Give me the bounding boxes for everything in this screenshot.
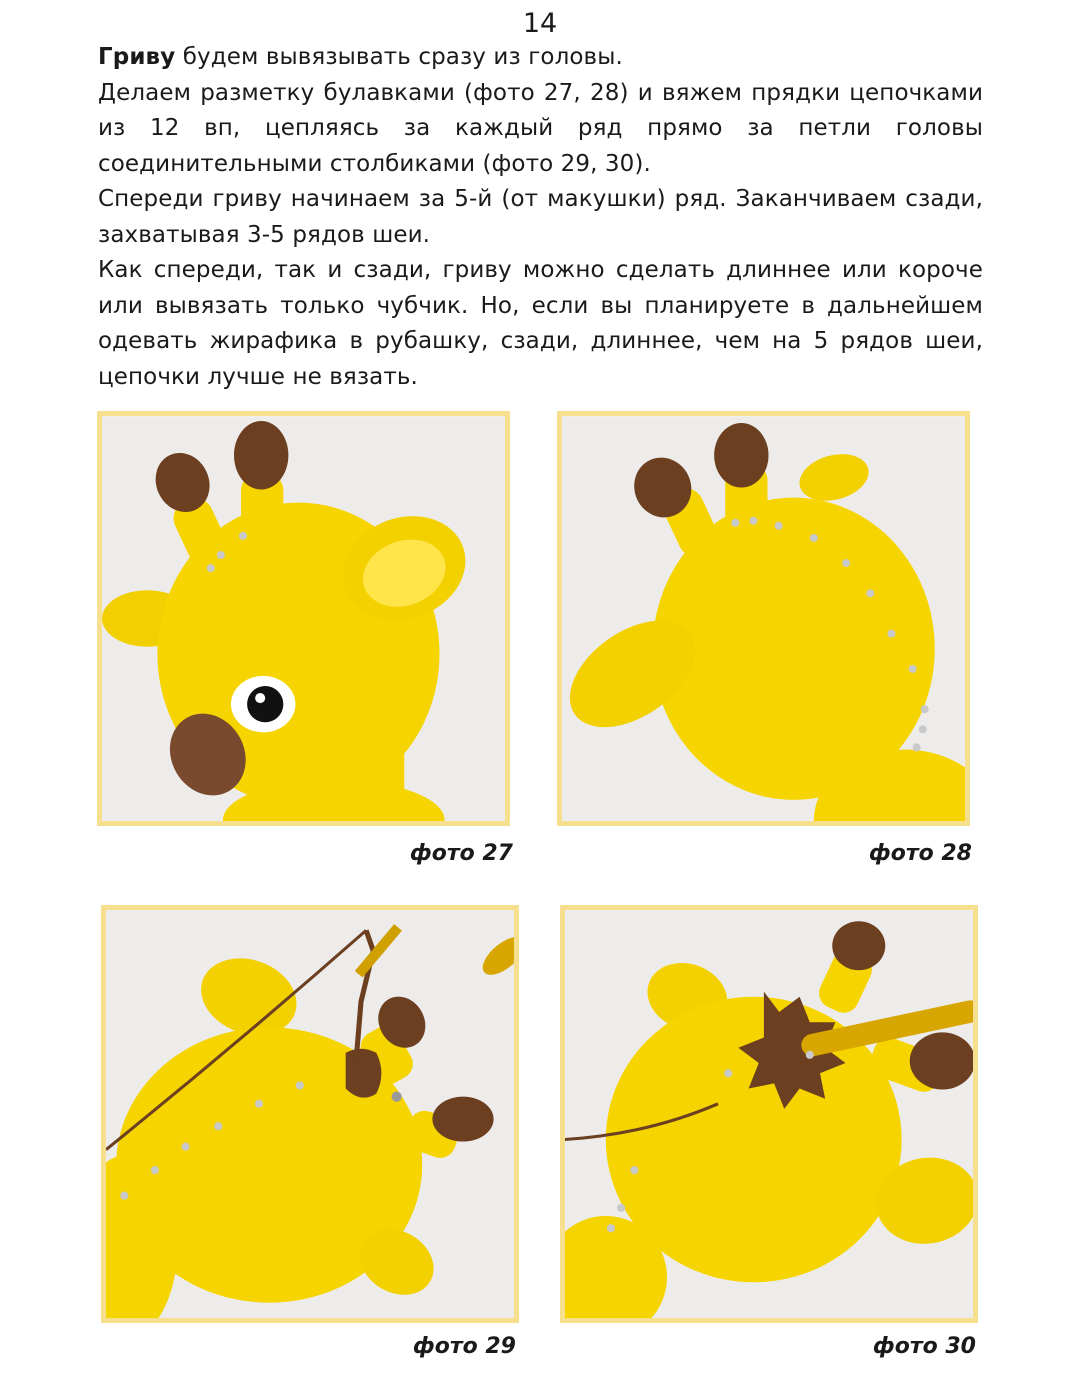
body-text bbox=[98, 40, 983, 395]
photo-29 bbox=[101, 905, 519, 1323]
photo-30 bbox=[560, 905, 978, 1323]
mane-crochet-start-illustration bbox=[106, 910, 514, 1318]
paragraph-3: Спереди гриву начинаем за 5-й (от макушки) ряд. Заканчиваем сзади, захватывая 3-5 рядов шеи. bbox=[98, 186, 983, 248]
giraffe-head-back-illustration bbox=[562, 416, 965, 821]
photo-28-caption: фото 28 bbox=[868, 841, 972, 866]
paragraph-2: Делаем разметку булавками (фото 27, 28) и вяжем прядки цепочками из 12 вп, цепляясь за каждый ряд прямо за петли головы соединительными столбиками (фото 29, 30). bbox=[98, 79, 983, 177]
paragraph-4: Как спереди, так и сзади, гриву можно сделать длиннее или короче или вывязать только чубчик. Но, если вы планируете в дальнейшем одевать жирафика в рубашку, сзади, длиннее, чем на 5 рядов шеи, цепочки лучше не вязать. bbox=[98, 257, 983, 390]
mane-crochet-progress-illustration bbox=[565, 910, 973, 1318]
photo-29-caption: фото 29 bbox=[412, 1334, 516, 1359]
paragraph-1-text: будем вывязывать сразу из головы. bbox=[175, 44, 623, 70]
photo-30-caption: фото 30 bbox=[872, 1334, 976, 1359]
photo-28 bbox=[557, 411, 970, 826]
giraffe-head-front-illustration bbox=[102, 416, 505, 821]
term-mane: Гриву bbox=[98, 44, 176, 70]
page-number: 14 bbox=[522, 8, 558, 39]
paragraph-1 bbox=[98, 40, 983, 76]
photo-27-caption: фото 27 bbox=[409, 841, 513, 866]
photo-27 bbox=[97, 411, 510, 826]
